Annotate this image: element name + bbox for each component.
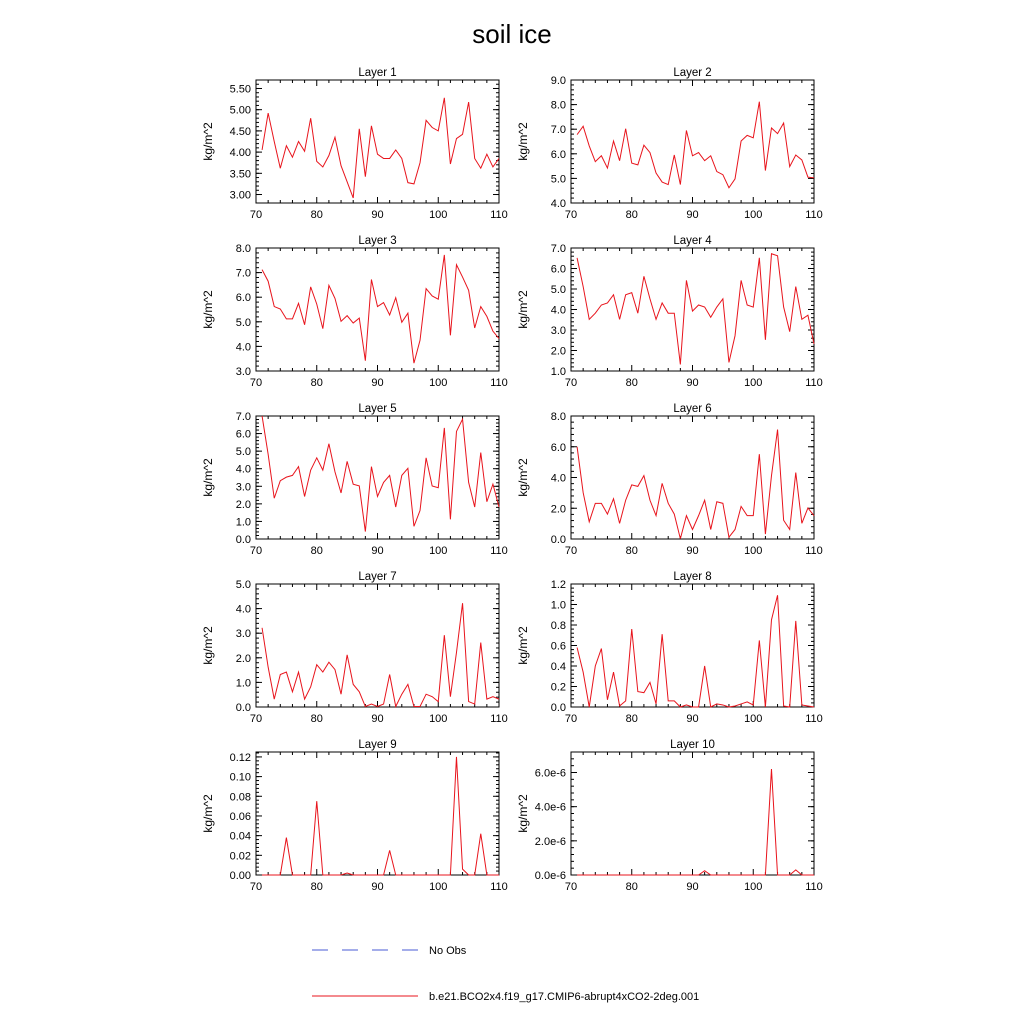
legend-label-no-obs: No Obs xyxy=(429,945,467,957)
y-tick-label-layer-1: 3.50 xyxy=(229,168,251,181)
panel-layer-7 xyxy=(201,571,508,725)
x-tick-label-layer-2: 100 xyxy=(744,209,763,221)
x-tick-label-layer-4: 90 xyxy=(686,377,699,389)
x-tick-label-layer-8: 70 xyxy=(564,713,578,725)
x-tick-label-layer-5: 70 xyxy=(249,545,263,557)
series-line-layer-9 xyxy=(262,757,499,875)
y-tick-label-layer-9: 0.06 xyxy=(229,810,251,823)
y-tick-label-layer-9: 0.04 xyxy=(229,830,251,843)
y-axis-label-layer-10: kg/m^2 xyxy=(516,794,530,833)
x-tick-label-layer-6: 70 xyxy=(564,545,578,557)
x-tick-label-layer-5: 100 xyxy=(429,545,448,557)
y-tick-label-layer-5: 1.0 xyxy=(235,516,251,529)
y-tick-label-layer-3: 7.0 xyxy=(235,267,251,280)
x-tick-label-layer-9: 100 xyxy=(429,881,448,893)
plot-frame-layer-9 xyxy=(256,752,499,875)
y-tick-label-layer-5: 4.0 xyxy=(235,463,251,476)
x-tick-label-layer-9: 80 xyxy=(310,881,323,893)
plot-frame-layer-5 xyxy=(256,416,499,539)
plot-frame-layer-7 xyxy=(256,584,499,707)
y-tick-label-layer-2: 4.0 xyxy=(550,198,566,210)
y-tick-label-layer-1: 3.00 xyxy=(229,189,251,202)
panel-title-layer-4: Layer 4 xyxy=(673,235,712,247)
y-tick-label-layer-3: 3.0 xyxy=(235,366,251,378)
y-tick-label-layer-1: 5.00 xyxy=(229,104,251,117)
y-tick-label-layer-7: 5.0 xyxy=(235,579,251,591)
y-tick-label-layer-8: 1.2 xyxy=(550,579,566,591)
x-tick-label-layer-3: 90 xyxy=(371,377,384,389)
x-tick-label-layer-10: 110 xyxy=(805,881,823,893)
y-tick-label-layer-4: 4.0 xyxy=(550,304,566,317)
y-tick-label-layer-6: 6.0 xyxy=(550,441,566,454)
x-tick-label-layer-3: 100 xyxy=(429,377,448,389)
y-tick-label-layer-7: 2.0 xyxy=(235,652,251,665)
y-axis-label-layer-5: kg/m^2 xyxy=(201,458,215,497)
y-axis-label-layer-3: kg/m^2 xyxy=(201,290,215,329)
panel-title-layer-3: Layer 3 xyxy=(358,235,397,247)
y-tick-label-layer-9: 0.00 xyxy=(229,870,251,882)
x-tick-label-layer-9: 90 xyxy=(371,881,384,893)
y-tick-label-layer-7: 1.0 xyxy=(235,677,251,690)
series-line-layer-1 xyxy=(262,98,499,198)
panel-layer-3 xyxy=(201,235,508,389)
y-tick-label-layer-1: 5.50 xyxy=(229,83,251,96)
y-tick-label-layer-4: 5.0 xyxy=(550,284,566,296)
y-tick-label-layer-9: 0.02 xyxy=(229,850,251,863)
y-axis-label-layer-4: kg/m^2 xyxy=(516,290,530,329)
x-tick-label-layer-10: 90 xyxy=(686,881,699,893)
panel-layer-5 xyxy=(201,403,508,557)
x-tick-label-layer-7: 100 xyxy=(429,713,448,725)
y-tick-label-layer-5: 6.0 xyxy=(235,428,251,441)
y-tick-label-layer-6: 0.0 xyxy=(550,534,566,546)
x-tick-label-layer-5: 90 xyxy=(371,545,384,557)
x-tick-label-layer-4: 80 xyxy=(625,377,638,389)
x-tick-label-layer-3: 70 xyxy=(249,377,263,389)
y-tick-label-layer-10: 0.0e-6 xyxy=(534,870,566,882)
y-tick-label-layer-6: 2.0 xyxy=(550,503,566,516)
x-tick-label-layer-9: 70 xyxy=(249,881,263,893)
y-tick-label-layer-10: 4.0e-6 xyxy=(534,801,566,814)
series-line-layer-6 xyxy=(577,430,814,539)
y-tick-label-layer-10: 6.0e-6 xyxy=(534,767,566,780)
panel-layer-9 xyxy=(201,739,508,893)
x-tick-label-layer-8: 100 xyxy=(744,713,763,725)
x-tick-label-layer-7: 80 xyxy=(310,713,323,725)
x-tick-label-layer-4: 70 xyxy=(564,377,578,389)
y-tick-label-layer-2: 5.0 xyxy=(550,173,566,186)
y-tick-label-layer-8: 0.2 xyxy=(550,681,566,694)
legend xyxy=(312,945,699,1003)
y-tick-label-layer-8: 1.0 xyxy=(550,599,566,612)
panel-layer-6 xyxy=(516,403,823,557)
x-tick-label-layer-1: 100 xyxy=(429,209,448,221)
y-tick-label-layer-6: 8.0 xyxy=(550,411,566,423)
y-tick-label-layer-8: 0.8 xyxy=(550,620,566,632)
y-axis-label-layer-1: kg/m^2 xyxy=(201,122,215,161)
x-tick-label-layer-2: 80 xyxy=(625,209,638,221)
x-tick-label-layer-10: 70 xyxy=(564,881,578,893)
y-tick-label-layer-3: 4.0 xyxy=(235,341,251,354)
y-tick-label-layer-1: 4.50 xyxy=(229,125,251,138)
y-tick-label-layer-5: 0.0 xyxy=(235,534,251,546)
x-tick-label-layer-6: 90 xyxy=(686,545,699,557)
y-tick-label-layer-8: 0.4 xyxy=(550,661,566,673)
plot-frame-layer-10 xyxy=(571,752,814,875)
x-tick-label-layer-9: 110 xyxy=(490,881,508,893)
panel-title-layer-7: Layer 7 xyxy=(358,571,397,583)
y-tick-label-layer-1: 4.00 xyxy=(229,147,251,160)
plot-frame-layer-3 xyxy=(256,248,499,371)
plot-frame-layer-1 xyxy=(256,80,499,203)
x-tick-label-layer-2: 90 xyxy=(686,209,699,221)
plot-frame-layer-2 xyxy=(571,80,814,203)
y-tick-label-layer-2: 6.0 xyxy=(550,148,566,161)
series-line-layer-4 xyxy=(577,254,814,365)
series-line-layer-7 xyxy=(262,603,499,706)
x-tick-label-layer-7: 110 xyxy=(490,713,508,725)
x-tick-label-layer-1: 90 xyxy=(371,209,384,221)
x-tick-label-layer-1: 70 xyxy=(249,209,263,221)
y-tick-label-layer-10: 2.0e-6 xyxy=(534,835,566,848)
x-tick-label-layer-3: 110 xyxy=(490,377,508,389)
series-line-layer-2 xyxy=(577,102,814,188)
x-tick-label-layer-6: 100 xyxy=(744,545,763,557)
x-tick-label-layer-8: 90 xyxy=(686,713,699,725)
y-axis-label-layer-9: kg/m^2 xyxy=(201,794,215,833)
x-tick-label-layer-4: 100 xyxy=(744,377,763,389)
y-tick-label-layer-4: 6.0 xyxy=(550,263,566,276)
x-tick-label-layer-10: 80 xyxy=(625,881,638,893)
panel-layer-8 xyxy=(516,571,823,725)
x-tick-label-layer-7: 90 xyxy=(371,713,384,725)
y-tick-label-layer-2: 7.0 xyxy=(550,124,566,137)
figure-title: soil ice xyxy=(472,19,552,49)
y-tick-label-layer-4: 1.0 xyxy=(550,366,566,378)
y-tick-label-layer-7: 3.0 xyxy=(235,628,251,641)
y-tick-label-layer-9: 0.12 xyxy=(229,751,251,764)
y-tick-label-layer-7: 0.0 xyxy=(235,702,251,714)
y-tick-label-layer-4: 3.0 xyxy=(550,325,566,337)
x-tick-label-layer-2: 70 xyxy=(564,209,578,221)
y-axis-label-layer-2: kg/m^2 xyxy=(516,122,530,161)
x-tick-label-layer-8: 110 xyxy=(805,713,823,725)
panels-container xyxy=(201,67,823,893)
x-tick-label-layer-5: 80 xyxy=(310,545,323,557)
y-tick-label-layer-8: 0.6 xyxy=(550,640,566,653)
y-tick-label-layer-5: 5.0 xyxy=(235,446,251,459)
series-line-layer-5 xyxy=(262,416,499,532)
series-line-layer-8 xyxy=(577,595,814,707)
y-tick-label-layer-9: 0.08 xyxy=(229,791,251,804)
panel-layer-2 xyxy=(516,67,823,221)
x-tick-label-layer-8: 80 xyxy=(625,713,638,725)
panel-layer-10 xyxy=(516,739,823,893)
x-tick-label-layer-1: 80 xyxy=(310,209,323,221)
x-tick-label-layer-5: 110 xyxy=(490,545,508,557)
panel-layer-4 xyxy=(516,235,823,389)
y-tick-label-layer-5: 7.0 xyxy=(235,411,251,423)
x-tick-label-layer-7: 70 xyxy=(249,713,263,725)
x-tick-label-layer-1: 110 xyxy=(490,209,508,221)
x-tick-label-layer-6: 110 xyxy=(805,545,823,557)
y-tick-label-layer-2: 9.0 xyxy=(550,75,566,87)
y-axis-label-layer-8: kg/m^2 xyxy=(516,626,530,665)
x-tick-label-layer-6: 80 xyxy=(625,545,638,557)
series-line-layer-10 xyxy=(577,769,814,875)
legend-label-model: b.e21.BCO2x4.f19_g17.CMIP6-abrupt4xCO2-2deg.001 xyxy=(429,991,700,1003)
panel-title-layer-2: Layer 2 xyxy=(673,67,712,79)
y-tick-label-layer-7: 4.0 xyxy=(235,603,251,616)
panel-title-layer-6: Layer 6 xyxy=(673,403,712,415)
y-tick-label-layer-2: 8.0 xyxy=(550,99,566,112)
series-line-layer-3 xyxy=(262,255,499,363)
panel-title-layer-1: Layer 1 xyxy=(358,67,397,79)
x-tick-label-layer-10: 100 xyxy=(744,881,763,893)
y-tick-label-layer-9: 0.10 xyxy=(229,771,251,784)
y-tick-label-layer-3: 5.0 xyxy=(235,316,251,329)
y-tick-label-layer-8: 0.0 xyxy=(550,702,566,714)
panel-title-layer-10: Layer 10 xyxy=(670,739,715,751)
x-tick-label-layer-2: 110 xyxy=(805,209,823,221)
panel-title-layer-9: Layer 9 xyxy=(358,739,397,751)
panel-title-layer-8: Layer 8 xyxy=(673,571,712,583)
y-axis-label-layer-6: kg/m^2 xyxy=(516,458,530,497)
y-tick-label-layer-4: 7.0 xyxy=(550,243,566,255)
y-tick-label-layer-5: 3.0 xyxy=(235,481,251,494)
x-tick-label-layer-3: 80 xyxy=(310,377,323,389)
y-tick-label-layer-6: 4.0 xyxy=(550,472,566,485)
y-axis-label-layer-7: kg/m^2 xyxy=(201,626,215,665)
x-tick-label-layer-4: 110 xyxy=(805,377,823,389)
y-tick-label-layer-5: 2.0 xyxy=(235,498,251,511)
y-tick-label-layer-3: 8.0 xyxy=(235,243,251,255)
panel-title-layer-5: Layer 5 xyxy=(358,403,397,415)
y-tick-label-layer-3: 6.0 xyxy=(235,292,251,305)
panel-layer-1 xyxy=(201,67,508,221)
y-tick-label-layer-4: 2.0 xyxy=(550,345,566,358)
